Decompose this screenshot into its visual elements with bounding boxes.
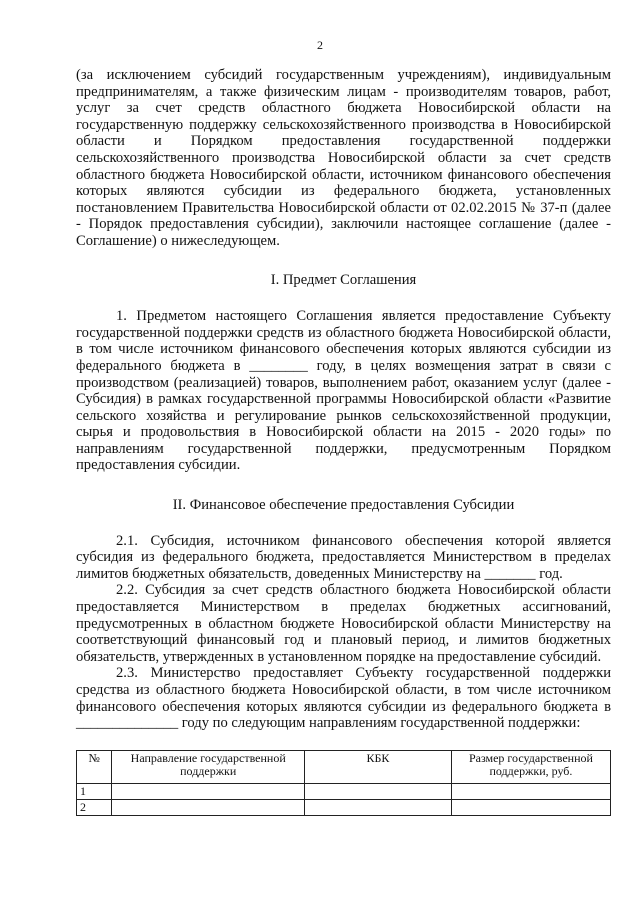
table-cell-number: 2 bbox=[77, 799, 112, 815]
table-cell-kbk[interactable] bbox=[304, 783, 451, 799]
header-amount: Размер государственной поддержки, руб. bbox=[451, 750, 610, 783]
section-1-heading: I. Предмет Соглашения bbox=[270, 271, 417, 288]
header-kbk: КБК bbox=[304, 750, 451, 783]
table-cell-amount[interactable] bbox=[451, 783, 610, 799]
table-header-row bbox=[77, 750, 611, 783]
support-table bbox=[76, 750, 611, 816]
paragraph-2-1: 2.1. Субсидия, источником финансового обеспечения которой является субсидия из федерального бюджета, предоставляется Министерством в пределах лимитов бюджетных обязательств, доведенных Министерству на _______ год. bbox=[76, 532, 611, 582]
header-number: № bbox=[77, 750, 112, 783]
table-cell-kbk[interactable] bbox=[304, 799, 451, 815]
paragraph-2-3: 2.3. Министерство предоставляет Субъекту государственной поддержки средства из областного бюджета Новосибирской области, в том числе источником финансового обеспечения которых являются субсидии из федерального бюджета в ______________ году по следующим направлениям государственной поддержки: bbox=[76, 665, 611, 732]
document-body bbox=[76, 67, 611, 816]
table-row bbox=[77, 783, 611, 799]
paragraph-2-2: 2.2. Субсидия за счет средств областного бюджета Новосибирской области предоставляется Министерством в пределах бюджетных ассигнований, предусмотренных в областном бюджете Новосибирской области Министерству на соответствующий финансовый год и плановый период, и лимитов бюджетных обязательств, утвержденных в установленном порядке на предоставление субсидий. bbox=[76, 582, 611, 665]
table-row bbox=[77, 799, 611, 815]
table-cell-number: 1 bbox=[77, 783, 112, 799]
intro-paragraph: (за исключением субсидий государственным учреждениям), индивидуальным предпринимателям, а также физическим лицам - производителям товаров, работ, услуг за счет средств областного бюджета Новосибирской области на государственную поддержку сельскохозяйственного производства в Новосибирской области и Порядком предоставления государственной поддержки сельскохозяйственного производства Новосибирской области за счет средств областного бюджета Новосибирской области, источником финансового обеспечения которых являются субсидии из федерального бюджета, установленных постановлением Правительства Новосибирской области от 02.02.2015 № 37-п (далее - Порядок предоставления субсидии), заключили настоящее соглашение (далее - Соглашение) о нижеследующем. bbox=[76, 67, 611, 249]
section-1-paragraph: 1. Предметом настоящего Соглашения является предоставление Субъекту государственной поддержки средств из областного бюджета Новосибирской области, в том числе источником финансового обеспечения которых являются субсидии из федерального бюджета в ________ году, в целях возмещения затрат в связи с производством (реализацией) товаров, выполнением работ, оказанием услуг (далее - Субсидия) в рамках государственной программы Новосибирской области «Развитие сельского хозяйства и регулирование рынков сельскохозяйственной продукции, сырья и продовольствия в Новосибирской области на 2015 - 2020 годы» по направлениям государственной поддержки, предусмотренным Порядком предоставления субсидии. bbox=[76, 308, 611, 474]
table-cell-direction[interactable] bbox=[112, 783, 305, 799]
section-2-heading: II. Финансовое обеспечение предоставления Субсидии bbox=[172, 497, 515, 514]
table-cell-direction[interactable] bbox=[112, 799, 305, 815]
page-number: 2 bbox=[317, 38, 323, 52]
table-cell-amount[interactable] bbox=[451, 799, 610, 815]
header-direction: Направление государственной поддержки bbox=[112, 750, 305, 783]
